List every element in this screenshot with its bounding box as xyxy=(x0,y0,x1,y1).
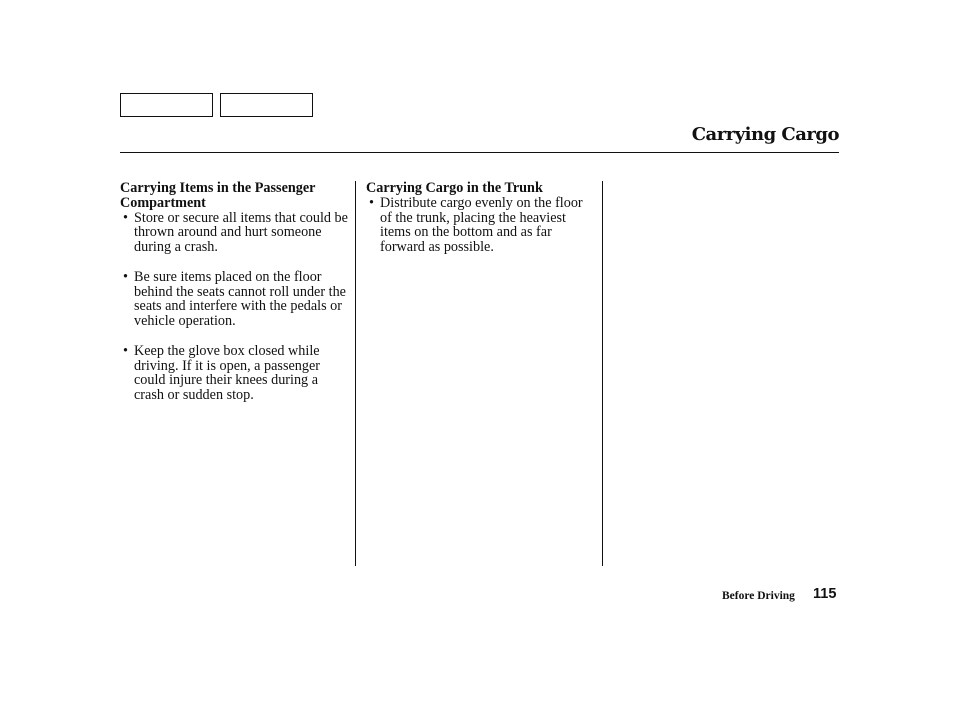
bullet-icon: • xyxy=(123,342,128,359)
page-title: Carrying Cargo xyxy=(691,124,839,145)
bullet-icon: • xyxy=(123,209,128,226)
title-divider xyxy=(120,152,839,153)
section-heading: Carrying Cargo in the Trunk xyxy=(366,180,543,196)
list-item xyxy=(366,196,596,255)
page-number: 115 xyxy=(813,586,837,602)
column-divider xyxy=(602,181,603,566)
bullet-icon: • xyxy=(123,268,128,285)
list-item xyxy=(120,270,350,329)
bullet-list xyxy=(366,196,596,255)
nav-tab-blank-2[interactable] xyxy=(220,93,313,117)
passenger-compartment-section xyxy=(120,181,350,418)
list-item xyxy=(120,211,350,255)
trunk-section xyxy=(366,181,596,270)
nav-tab-blank-1[interactable] xyxy=(120,93,213,117)
footer-section-label: Before Driving xyxy=(722,590,795,602)
list-item-text: Be sure items placed on the floor behind the seats cannot roll under the seats and interfere with the pedals or vehicle operation. xyxy=(134,268,346,330)
section-heading: Carrying Items in the Passenger Compartment xyxy=(120,180,316,211)
list-item-text: Distribute cargo evenly on the floor of the trunk, placing the heaviest items on the bottom and as far forward as possible. xyxy=(380,194,583,256)
column-divider xyxy=(355,181,356,566)
list-item-text: Keep the glove box closed while driving. If it is open, a passenger could injure their knees during a crash or sudden stop. xyxy=(134,342,320,404)
list-item-text: Store or secure all items that could be thrown around and hurt someone during a crash. xyxy=(134,209,348,256)
bullet-list xyxy=(120,211,350,403)
bullet-icon: • xyxy=(369,194,374,211)
list-item xyxy=(120,344,350,403)
